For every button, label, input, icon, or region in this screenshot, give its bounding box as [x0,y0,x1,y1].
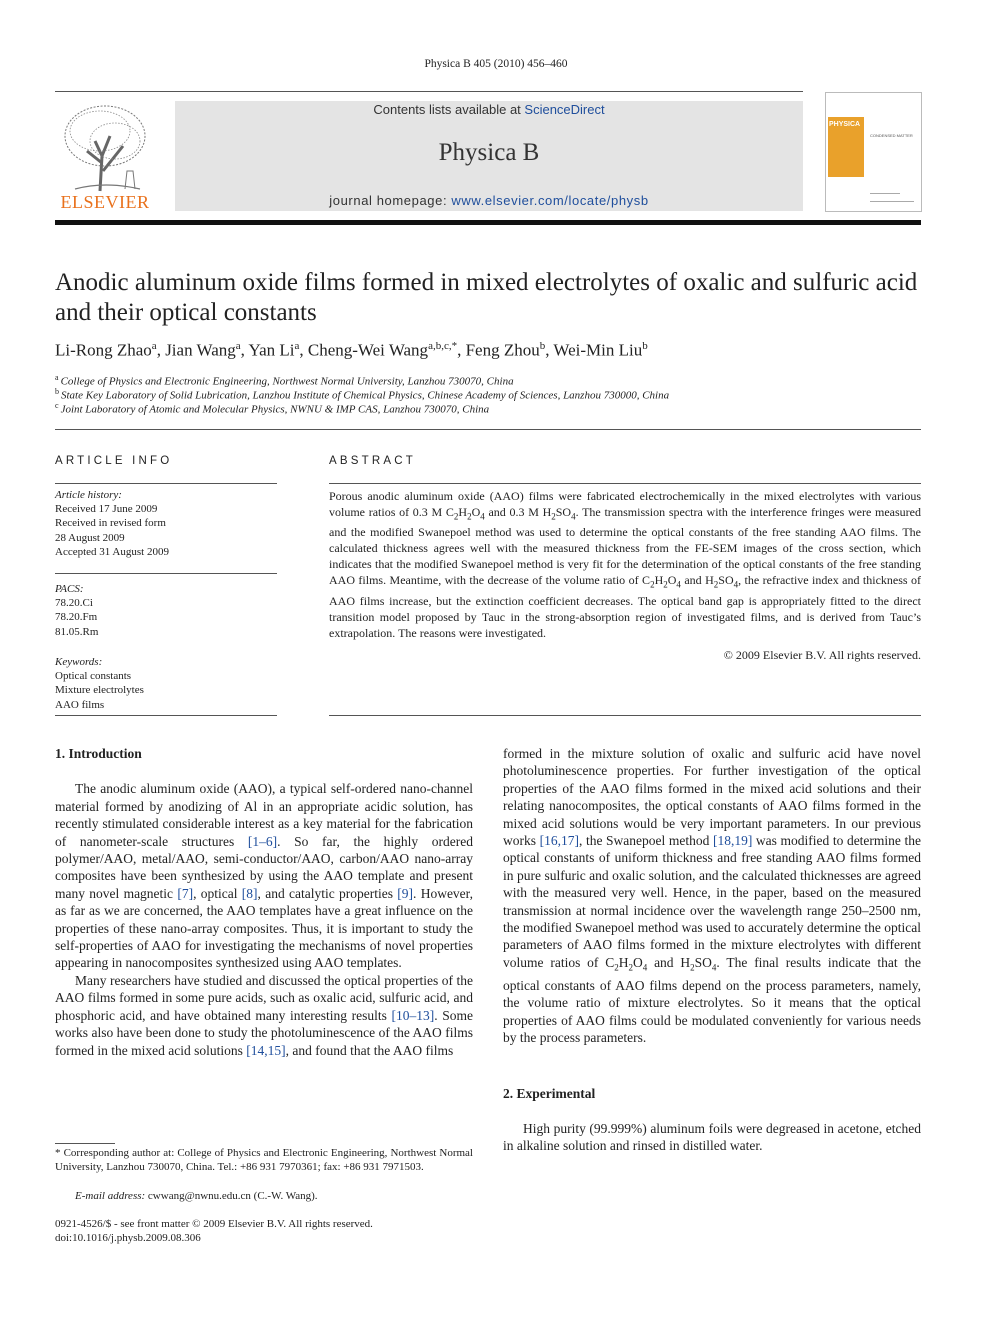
history-heading: Article history: [55,489,122,501]
abstract-text: Porous anodic aluminum oxide (AAO) films were fabricated electrochemically in the mixed electrolytes with various volume ratios of 0.3 M $C_2H_2O_4$ and 0.3 M $H_2SO_4$. The transmission spectra with the interference fringes were measured and the modified Swanepoel method was used to determine the optical constants of the free standing AAO films. The calculated thickness agrees well with the measured thickness from the FE-SEM images of the cross section, which indicates that the modified Swanepoel method is very fit for the determination of the optical constants of the free standing AAO films. Meantime, with the decrease of the volume ratio of $C_2H_2O_4$ and $H_2SO_4$, the refractive index and thickness of AAO films increase, but the extinction coefficient decreases. The optical band gap is appropriately fitted to the direct transition model proposed by Tauc in the strong-absorption region of investigated films, and is derived from Tauc’s extrapolation. The reasons were investigated. [329,489,922,640]
keywords-block [55,655,277,712]
author-sup: b [539,340,546,352]
sciencedirect-link[interactable]: ScienceDirect [524,102,605,117]
experimental-paragraph: High purity (99.999%) aluminum foils were degreased in acetone, etched in alkaline solution and rinsed in distilled water. [503,1121,921,1154]
journal-banner [175,101,803,211]
author-sup: a [235,340,241,352]
author-sup: a [151,340,157,352]
cover-line [870,193,900,194]
citation-link[interactable]: [9] [397,885,414,901]
author-sup: b [642,340,648,352]
right-column [503,745,921,1155]
journal-homepage-link[interactable]: www.elsevier.com/locate/physb [451,193,649,208]
citation-link[interactable]: [10–13] [391,1007,435,1023]
affiliation-text: College of Physics and Electronic Engineering, Northwest Normal University, Lanzhou 730070, China [60,375,514,388]
history-item: Received 17 June 2009 [55,503,158,516]
footnote-rule [55,1143,115,1144]
citation-link[interactable]: [14,15] [246,1042,286,1058]
homepage-line [175,193,803,208]
corresponding-author-footnote: * Corresponding author at: College of Physics and Electronic Engineering, Northwest Normal University, Lanzhou 730070, China. Tel.: +86 931 7970361; fax: +86 931 7971503. [55,1147,473,1173]
intro-paragraph-1: The anodic aluminum oxide (AAO), a typical self-ordered nano-channel material formed by anodizing of Al in an appropriate acidic solution, has recently stimulated considerable interest as a key material for the fabrication of nanometer-scale structures [1–6]. So far, the highly ordered polymer/AAO, metal/AAO, semi-conductor/AAO, carbon/AAO nano-array composites have been synthesized by using the AAO template and present many novel magnetic [7], optical [8], and catalytic properties [9]. However, as far as we are concerned, the AAO templates have a great influence on the properties of these nano-array composites. Thus, it is important to study the self-properties of AAO for investigating the mechanisms of novel properties appearing in nanocomposites synthesized using AAO templates. [55,781,474,971]
affiliation-text: State Key Laboratory of Solid Lubrication, Lanzhou Institute of Chemical Physics, Chinese Academy of Sciences, Lanzhou 730000, China [61,389,670,402]
pacs-item: 78.20.Fm [55,611,98,624]
intro-paragraph-2: Many researchers have studied and discussed the optical properties of the AAO films formed in some pure acids, such as oxalic acid, sulfuric acid, and phosphoric acid, and have obtained many interesting results [10–13]. Some works also have been done to study the photoluminescence of the AAO films formed in the mixed acid solutions [14,15], and found that the AAO films [55,972,473,1058]
citation-link[interactable]: [8] [241,885,258,901]
affiliation-sup: c [55,401,59,410]
pacs-block [55,582,277,639]
header-thick-rule [55,220,921,225]
article-info-label: ARTICLE INFO [55,455,173,467]
journal-reference: Physica B 405 (2010) 456–460 [424,58,568,70]
author[interactable]: Cheng-Wei Wang [307,340,429,360]
affiliation-sup: a [55,373,59,382]
contents-line [175,102,803,117]
affiliation [55,387,921,402]
divider [55,483,277,484]
doi-line[interactable]: doi:10.1016/j.physb.2009.08.306 [55,1232,201,1244]
history-item: 28 August 2009 [55,531,125,544]
cover-subtitle: CONDENSED MATTER [870,133,913,138]
pacs-heading: PACS: [55,583,84,595]
homepage-prefix: journal homepage: [329,193,452,208]
history-item: Accepted 31 August 2009 [55,545,169,558]
author[interactable]: Feng Zhou [465,340,540,360]
citation-link[interactable]: [1–6] [247,833,278,849]
email-label: E-mail address: [75,1190,146,1202]
author-list: Li-Rong Zhao$^a$, Jian Wang$^a$, Yan Li$^a$, Cheng-Wei Wang$^{a,b,c,*}$, Feng Zhou$^b$, Wei-Min Liu$^b$ [55,340,648,360]
article-history [55,488,277,559]
divider [55,715,277,716]
citation-link[interactable]: [18,19] [712,833,753,849]
section-heading-experimental: 2. Experimental [503,1085,596,1101]
author-sup: a [294,340,300,352]
article-title: Anodic aluminum oxide films formed in mixed electrolytes of oxalic and sulfuric acid and their optical constants [55,269,918,326]
publisher-logo-text: ELSEVIER [60,192,150,212]
pacs-item: 81.05.Rm [55,625,99,638]
section-heading-introduction: 1. Introduction [55,746,142,761]
journal-name: Physica B [438,139,540,166]
history-item: Received in revised form [55,517,166,530]
cover-line [870,201,914,202]
email-address[interactable]: cwwang@nwnu.edu.cn (C.-W. Wang). [147,1190,318,1202]
journal-cover-thumbnail [825,92,922,212]
email-footnote [55,1189,473,1203]
contents-prefix: Contents lists available at [373,102,525,117]
keyword: AAO films [55,698,105,711]
affiliation [55,373,921,388]
author-sup: a,b,c,* [428,340,458,352]
affiliation-text: Joint Laboratory of Atomic and Molecular Physics, NWNU & IMP CAS, Lanzhou 730070, China [60,403,490,416]
divider [55,429,921,430]
abstract-copyright: © 2009 Elsevier B.V. All rights reserved. [723,648,921,662]
affiliation-sup: b [55,387,59,396]
divider [329,483,921,484]
author[interactable]: Li-Rong Zhao [55,340,152,360]
pacs-item: 78.20.Ci [55,597,93,610]
left-column [55,745,473,1059]
divider [329,715,921,716]
keyword: Mixture electrolytes [55,684,144,697]
citation-link[interactable]: [7] [177,885,194,901]
keyword: Optical constants [55,670,132,683]
header-top-rule [55,91,803,92]
affiliation [55,401,921,416]
author[interactable]: Jian Wang [165,340,236,360]
issn-line: 0921-4526/$ - see front matter © 2009 Elsevier B.V. All rights reserved. [55,1218,373,1230]
keywords-heading: Keywords: [55,656,103,668]
divider [55,573,277,574]
cover-title: PHYSICA [829,121,861,128]
abstract-label: ABSTRACT [329,455,416,467]
intro-paragraph-3: formed in the mixture solution of oxalic and sulfuric acid have novel photoluminescence properties. For further investigation of the optical properties of the AAO films formed in the mixed acid solutions and their relating nanocomposites, the optical constants of AAO films formed in the mixed acid solutions would be very important parameters. In our previous works [16,17], the Swanepoel method [18,19] was modified to determine the optical constants of uniform thickness and free standing AAO films formed in pure sulfuric and oxalic solution, and the calculated thicknesses are agreed with the measured very well. Hence, in the paper, based on the measured transmission at normal incidence over the wavelength range 250–2500 nm, the modified Swanepoel method was used to accurately determine the optical parameters of AAO films formed in the mixture electrolytes with different volume ratios of $C_2H_2O_4$ and $H_2SO_4$. The final results indicate that the optical constants of AAO films depend on the process parameters, namely, the volume ratio of mixture electrolytes. So it means that the optical properties of AAO films could be modulated conveniently for various needs by the process parameters. [503,746,921,1046]
author[interactable]: Wei-Min Liu [553,340,643,360]
author[interactable]: Yan Li [248,340,295,360]
citation-link[interactable]: [16,17] [539,833,579,849]
